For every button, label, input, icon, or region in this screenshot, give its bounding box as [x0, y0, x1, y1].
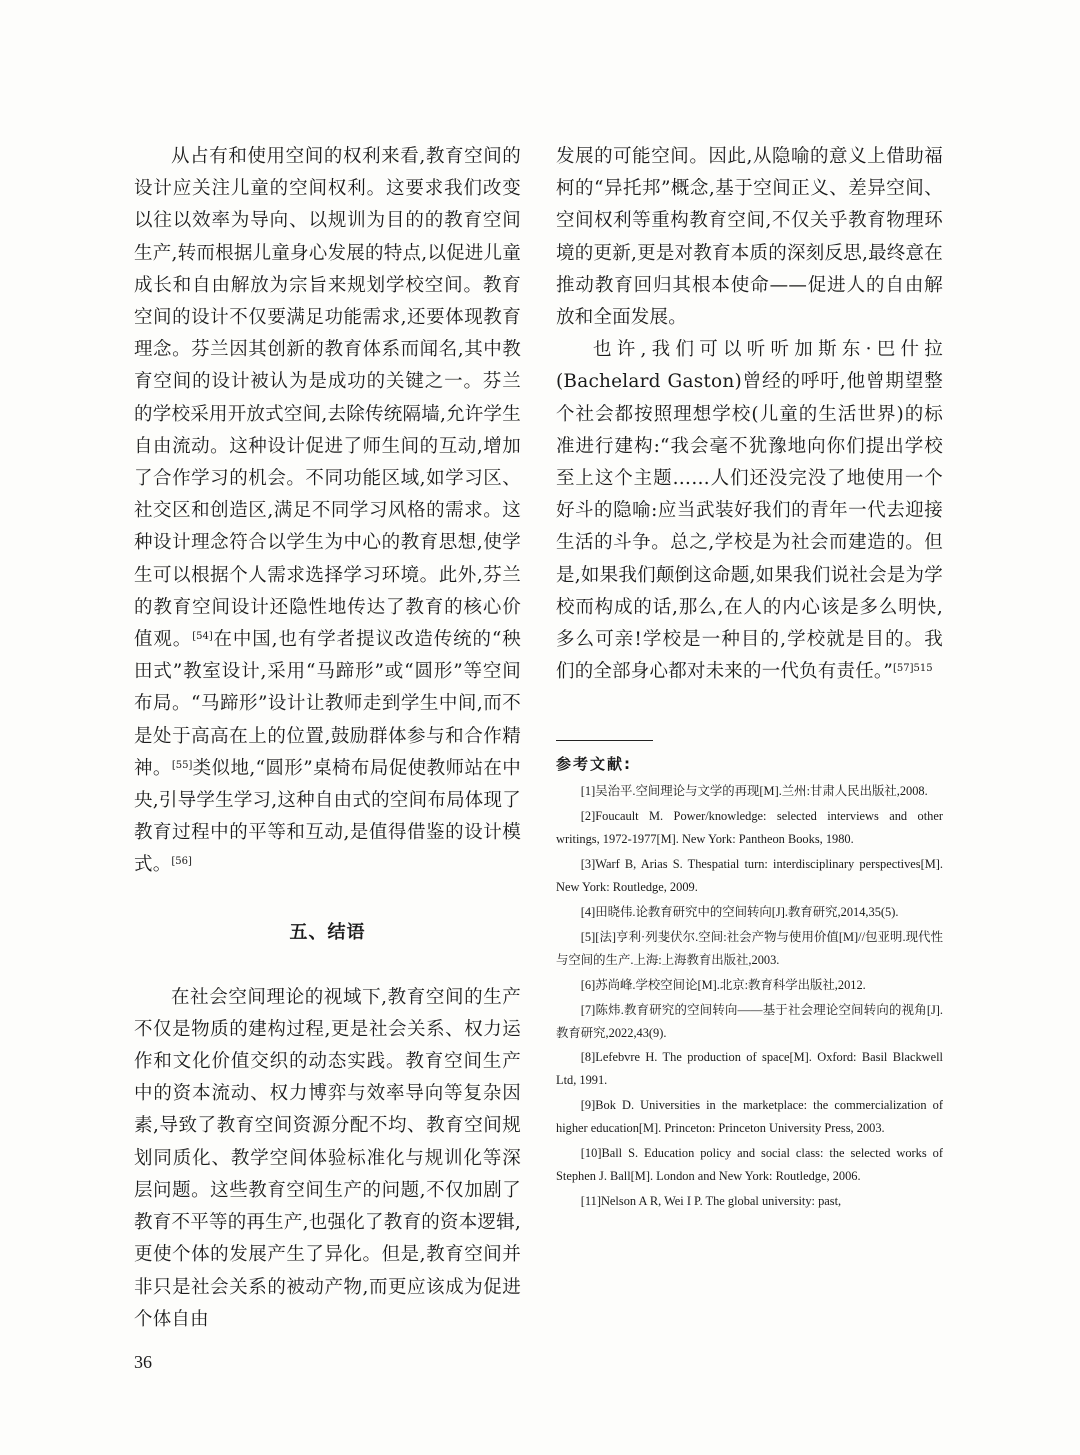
references-heading: 参考文献:: [556, 755, 632, 774]
body-paragraph-3: 发展的可能空间。因此,从隐喻的意义上借助福柯的“异托邦”概念,基于空间正义、差异空间、空间权利等重构教育空间,不仅关乎教育物理环境的更新,更是对教育本质的深刻反思,最终意在推动教育回归其根本使命——促进人的自由解放和全面发展。: [556, 146, 943, 329]
section-title: 五、结语: [289, 921, 366, 943]
paragraph-text: 类似地,“圆形”桌椅布局促使教师站在中央,引导学生学习,这种自由式的空间布局体现了教育过程中的平等和互动,是值得借鉴的设计模式。: [134, 757, 521, 876]
paragraph-text: 也许,我们可以听听加斯东·巴什拉(Bachelard Gaston)曾经的呼吁,他曾期望整个社会都按照理想学校(儿童的生活世界)的标准进行建构:“我会毫不犹豫地向你们提出学校至上这个主题……人们还没完没了地使用一个好斗的隐喻:应当武装好我们的青年一代去迎接生活的斗争。总之,学校是为社会而建造的。但是,如果我们颠倒这命题,如果我们说社会是为学校而构成的话,那么,在人的内心该是多么明快,多么可亲!学校是一种目的,学校就是目的。我们的全部身心都对未来的一代负有责任。”: [556, 339, 943, 683]
left-column: [134, 141, 521, 1336]
reference-item: [6]苏尚峰.学校空间论[M].北京:教育科学出版社,2012.: [580, 977, 866, 992]
body-paragraph-1: [134, 141, 521, 882]
right-column: [556, 141, 943, 1215]
reference-item: [7]陈炜.教育研究的空间转向——基于社会理论空间转向的视角[J].教育研究,2022,43(9).: [556, 1002, 943, 1040]
paragraph-text: 在中国,也有学者提议改造传统的“秧田式”教室设计,采用“马蹄形”或“圆形”等空间布局。“马蹄形”设计让教师走到学生中间,而不是处于高高在上的位置,鼓励群体参与和合作精神。: [134, 629, 521, 779]
reference-item: [2]Foucault M. Power/knowledge: selected interviews and other writings, 1972-1977[M]. New York: Pantheon Books, 1980.: [556, 809, 943, 847]
reference-item: [8]Lefebvre H. The production of space[M]. Oxford: Basil Blackwell Ltd, 1991.: [556, 1050, 943, 1088]
references-divider: [556, 740, 653, 741]
citation-56[interactable]: [56]: [171, 856, 192, 868]
reference-item: [4]田晓伟.论教育研究中的空间转向[J].教育研究,2014,35(5).: [580, 904, 899, 919]
reference-item: [1]吴治平.空间理论与文学的再现[M].兰州:甘肃人民出版社,2008.: [580, 784, 928, 799]
body-paragraph-2: 在社会空间理论的视域下,教育空间的生产不仅是物质的建构过程,更是社会关系、权力运作和文化价值交织的动态实践。教育空间生产中的资本流动、权力博弈与效率导向等复杂因素,导致了教育空间资源分配不均、教育空间规划同质化、教学空间体验标准化与规训化等深层问题。这些教育空间生产的问题,不仅加剧了教育不平等的再生产,也强化了教育的资本逻辑,更使个体的发展产生了异化。但是,教育空间并非只是社会关系的被动产物,而更应该成为促进个体自由: [134, 986, 521, 1330]
citation-54[interactable]: [54]: [192, 631, 213, 643]
reference-item: [10]Ball S. Education policy and social class: the selected works of Stephen J. Ball[M]. London and New York: Routledge, 2006.: [556, 1146, 943, 1183]
citation-55[interactable]: [55]: [171, 759, 193, 771]
reference-item: [11]Nelson A R, Wei I P. The global university: past,: [580, 1193, 842, 1208]
reference-item: [5][法]亨利·列斐伏尔.空间:社会产物与使用价值[M]//包亚明.现代性与空间的生产.上海:上海教育出版社,2003.: [556, 929, 943, 967]
reference-item: [9]Bok D. Universities in the marketplace: the commercialization of higher education[M]. Princeton: Princeton University Press, 2003.: [556, 1098, 943, 1136]
paragraph-text: 从占有和使用空间的权利来看,教育空间的设计应关注儿童的空间权利。这要求我们改变以往以效率为导向、以规训为目的的教育空间生产,转而根据儿童身心发展的特点,以促进儿童成长和自由解放为宗旨来规划学校空间。教育空间的设计不仅要满足功能需求,还要体现教育理念。芬兰因其创新的教育体系而闻名,其中教育空间的设计被认为是成功的关键之一。芬兰的学校采用开放式空间,去除传统隔墙,允许学生自由流动。这种设计促进了师生间的互动,增加了合作学习的机会。不同功能区域,如学习区、社交区和创造区,满足不同学习风格的需求。这种设计理念符合以学生为中心的教育思想,使学生可以根据个人需求选择学习环境。此外,芬兰的教育空间设计还隐性地传达了教育的核心价值观。: [134, 146, 521, 651]
references-list: [556, 780, 943, 1212]
reference-item: [3]Warf B, Arias S. Thespatial turn: interdisciplinary perspectives[M]. New York: Routledge, 2009.: [556, 857, 943, 895]
page-number: 36: [134, 1352, 152, 1372]
body-paragraph-4: [556, 334, 943, 688]
citation-57[interactable]: [57]515: [893, 663, 933, 675]
